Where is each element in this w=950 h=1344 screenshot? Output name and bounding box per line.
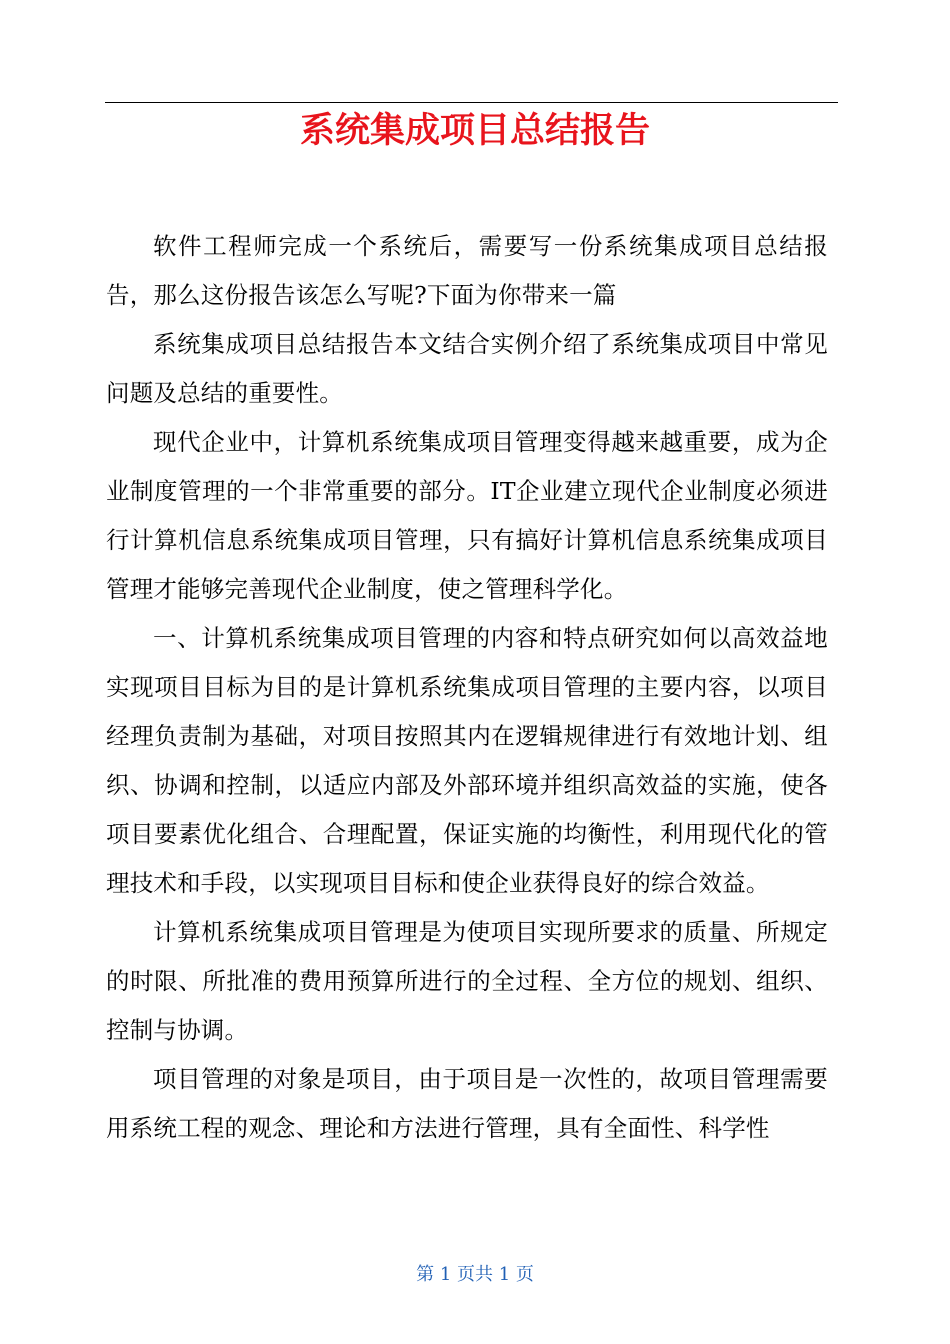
paragraph-5: 计算机系统集成项目管理是为使项目实现所要求的质量、所规定的时限、所批准的费用预算所进行的全过程、全方位的规划、组织、控制与协调。	[106, 918, 828, 1044]
page-number-footer: 第 1 页共 1 页	[416, 1264, 534, 1285]
header-rule	[105, 102, 838, 103]
document-body	[106, 222, 828, 1153]
paragraph-6: 项目管理的对象是项目，由于项目是一次性的，故项目管理需要用系统工程的观念、理论和方法进行管理，具有全面性、科学性	[106, 1065, 828, 1142]
paragraph-1: 软件工程师完成一个系统后，需要写一份系统集成项目总结报告，那么这份报告该怎么写呢?下面为你带来一篇	[106, 232, 828, 309]
paragraph-3: 现代企业中，计算机系统集成项目管理变得越来越重要，成为企业制度管理的一个非常重要的部分。IT企业建立现代企业制度必须进行计算机信息系统集成项目管理，只有搞好计算机信息系统集成项目管理才能够完善现代企业制度，使之管理科学化。	[106, 428, 828, 603]
paragraph-2: 系统集成项目总结报告本文结合实例介绍了系统集成项目中常见问题及总结的重要性。	[106, 330, 828, 407]
document-title: 系统集成项目总结报告	[299, 111, 650, 151]
paragraph-4: 一、计算机系统集成项目管理的内容和特点研究如何以高效益地实现项目目标为目的是计算机系统集成项目管理的主要内容，以项目经理负责制为基础，对项目按照其内在逻辑规律进行有效地计划、组织、协调和控制，以适应内部及外部环境并组织高效益的实施，使各项目要素优化组合、合理配置，保证实施的均衡性，利用现代化的管理技术和手段，以实现项目目标和使企业获得良好的综合效益。	[106, 624, 828, 897]
